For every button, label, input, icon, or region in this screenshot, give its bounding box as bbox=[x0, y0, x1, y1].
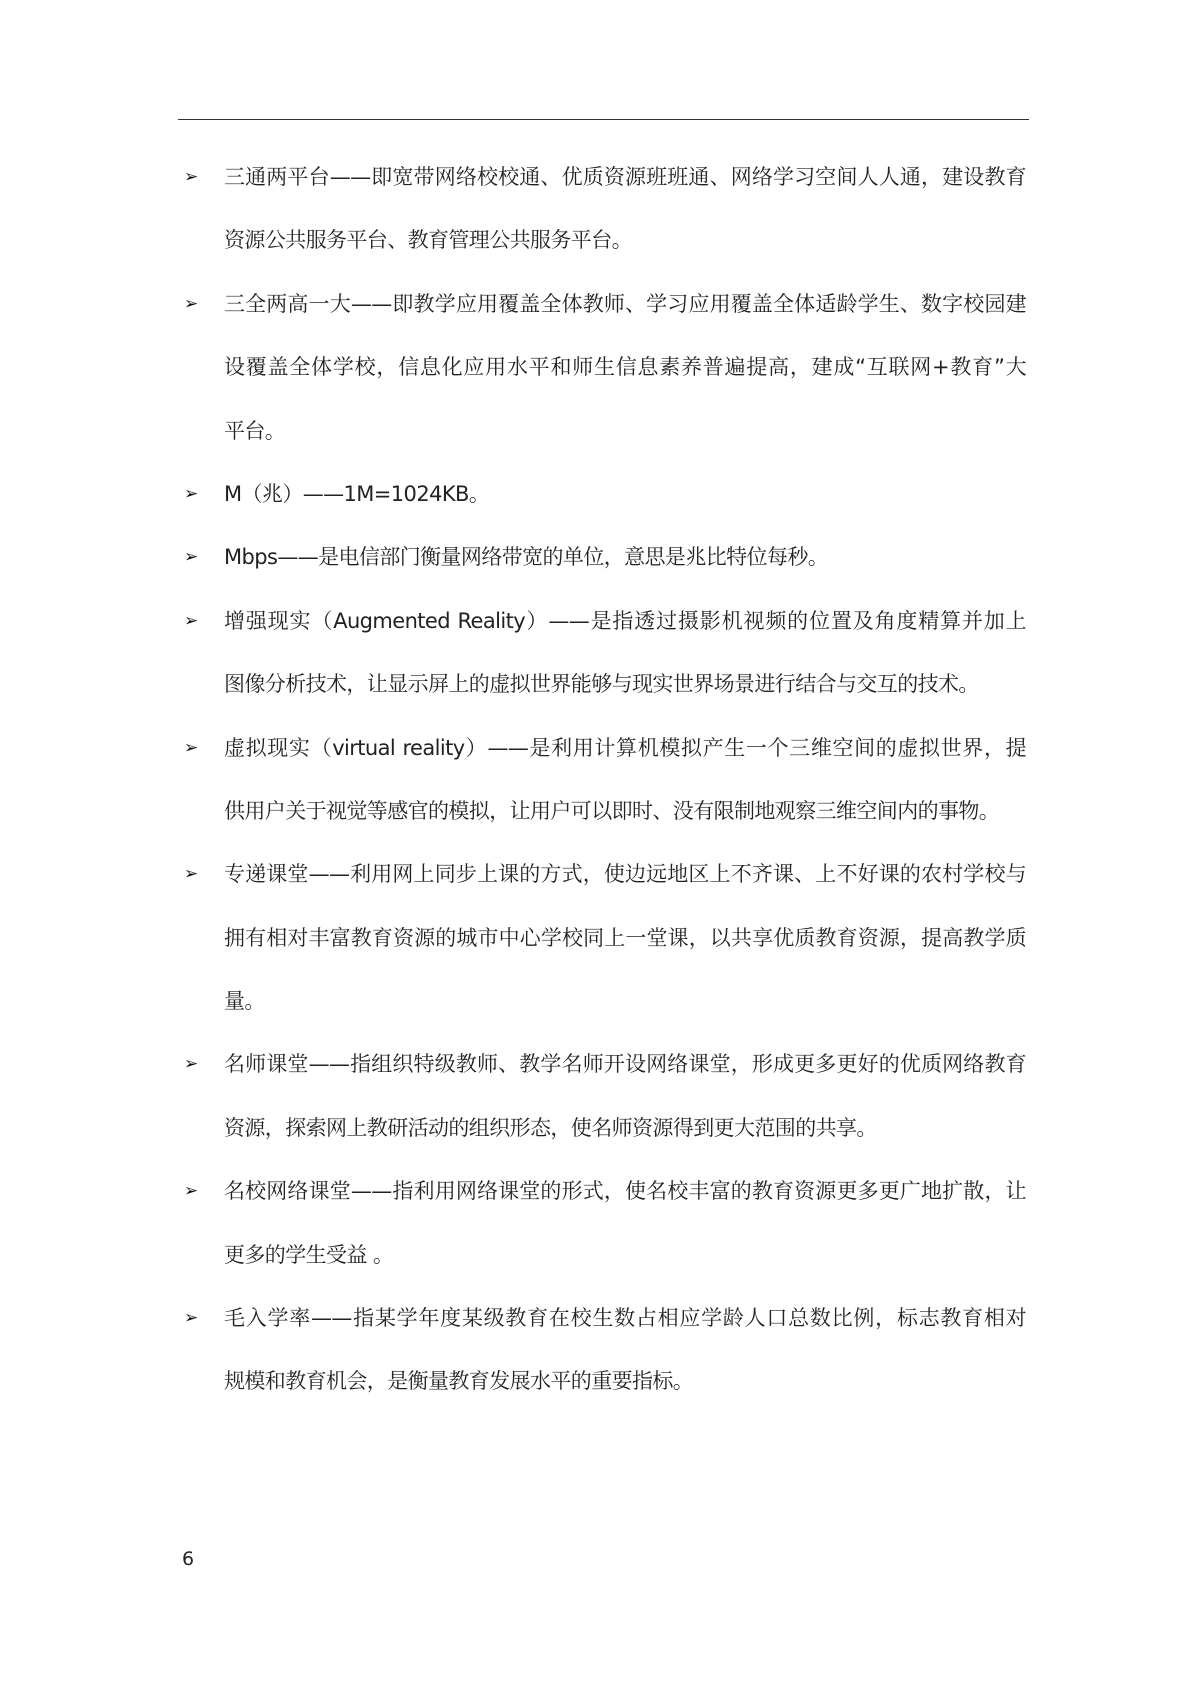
list-item-line: 增强现实（Augmented Reality）——是指透过摄影机视频的位置及角度精算并加上 bbox=[224, 608, 1026, 633]
arrow-bullet-icon: ➢ bbox=[184, 167, 199, 187]
list-item-line: 虚拟现实（virtual reality）——是利用计算机模拟产生一个三维空间的虚拟世界，提 bbox=[224, 735, 1026, 760]
list-item-line: M（兆）——1M=1024KB。 bbox=[224, 481, 490, 506]
page-number: 6 bbox=[182, 1548, 195, 1570]
list-item-line: 拥有相对丰富教育资源的城市中心学校同上一堂课，以共享优质教育资源，提高教学质 bbox=[224, 925, 1026, 950]
list-item bbox=[0, 273, 1200, 463]
header-rule bbox=[178, 119, 1029, 120]
arrow-bullet-icon: ➢ bbox=[184, 483, 199, 504]
list-item-line: 图像分析技术，让显示屏上的虚拟世界能够与现实世界场景进行结合与交互的技术。 bbox=[224, 672, 979, 697]
list-item bbox=[0, 1287, 1200, 1414]
arrow-bullet-icon: ➢ bbox=[184, 864, 199, 885]
list-item-line: 平台。 bbox=[224, 418, 286, 443]
list-item-line: 资源，探索网上教研活动的组织形态，使名师资源得到更大范围的共享。 bbox=[224, 1115, 877, 1140]
list-item-line: 名校网络课堂——指利用网络课堂的形式，使名校丰富的教育资源更多更广地扩散，让 bbox=[224, 1179, 1026, 1204]
bullet-list bbox=[0, 146, 1200, 1414]
list-item-line: Mbps——是电信部门衡量网络带宽的单位，意思是兆比特位每秒。 bbox=[224, 545, 829, 570]
list-item-line: 毛入学率——指某学年度某级教育在校生数占相应学龄人口总数比例，标志教育相对 bbox=[224, 1306, 1026, 1331]
arrow-bullet-icon: ➢ bbox=[184, 737, 199, 758]
list-item-line: 规模和教育机会，是衡量教育发展水平的重要指标。 bbox=[224, 1369, 694, 1394]
list-item-line: 设覆盖全体学校，信息化应用水平和师生信息素养普遍提高，建成“互联网+教育”大 bbox=[224, 355, 1026, 380]
list-item-line: 三通两平台——即宽带网络校校通、优质资源班班通、网络学习空间人人通，建设教育 bbox=[224, 165, 1026, 189]
list-item-line: 供用户关于视觉等感官的模拟，让用户可以即时、没有限制地观察三维空间内的事物。 bbox=[224, 798, 1000, 823]
list-item bbox=[0, 526, 1200, 589]
list-item-line: 更多的学生受益 。 bbox=[224, 1242, 394, 1267]
list-item-line: 量。 bbox=[224, 989, 265, 1014]
list-item-line: 三全两高一大——即教学应用覆盖全体教师、学习应用覆盖全体适龄学生、数字校园建 bbox=[224, 291, 1026, 316]
list-item bbox=[0, 146, 1200, 273]
arrow-bullet-icon: ➢ bbox=[184, 1308, 199, 1329]
list-item-line: 资源公共服务平台、教育管理公共服务平台。 bbox=[224, 228, 632, 253]
arrow-bullet-icon: ➢ bbox=[184, 610, 199, 631]
arrow-bullet-icon: ➢ bbox=[184, 293, 199, 314]
list-item bbox=[0, 717, 1200, 844]
list-item-line: 专递课堂——利用网上同步上课的方式，使边远地区上不齐课、上不好课的农村学校与 bbox=[224, 862, 1026, 887]
list-item-line: 名师课堂——指组织特级教师、教学名师开设网络课堂，形成更多更好的优质网络教育 bbox=[224, 1052, 1026, 1077]
arrow-bullet-icon: ➢ bbox=[184, 1054, 199, 1075]
list-item bbox=[0, 463, 1200, 526]
arrow-bullet-icon: ➢ bbox=[184, 547, 199, 568]
list-item bbox=[0, 1033, 1200, 1160]
list-item bbox=[0, 1160, 1200, 1287]
list-item bbox=[0, 843, 1200, 1033]
arrow-bullet-icon: ➢ bbox=[184, 1181, 199, 1202]
list-item bbox=[0, 590, 1200, 717]
